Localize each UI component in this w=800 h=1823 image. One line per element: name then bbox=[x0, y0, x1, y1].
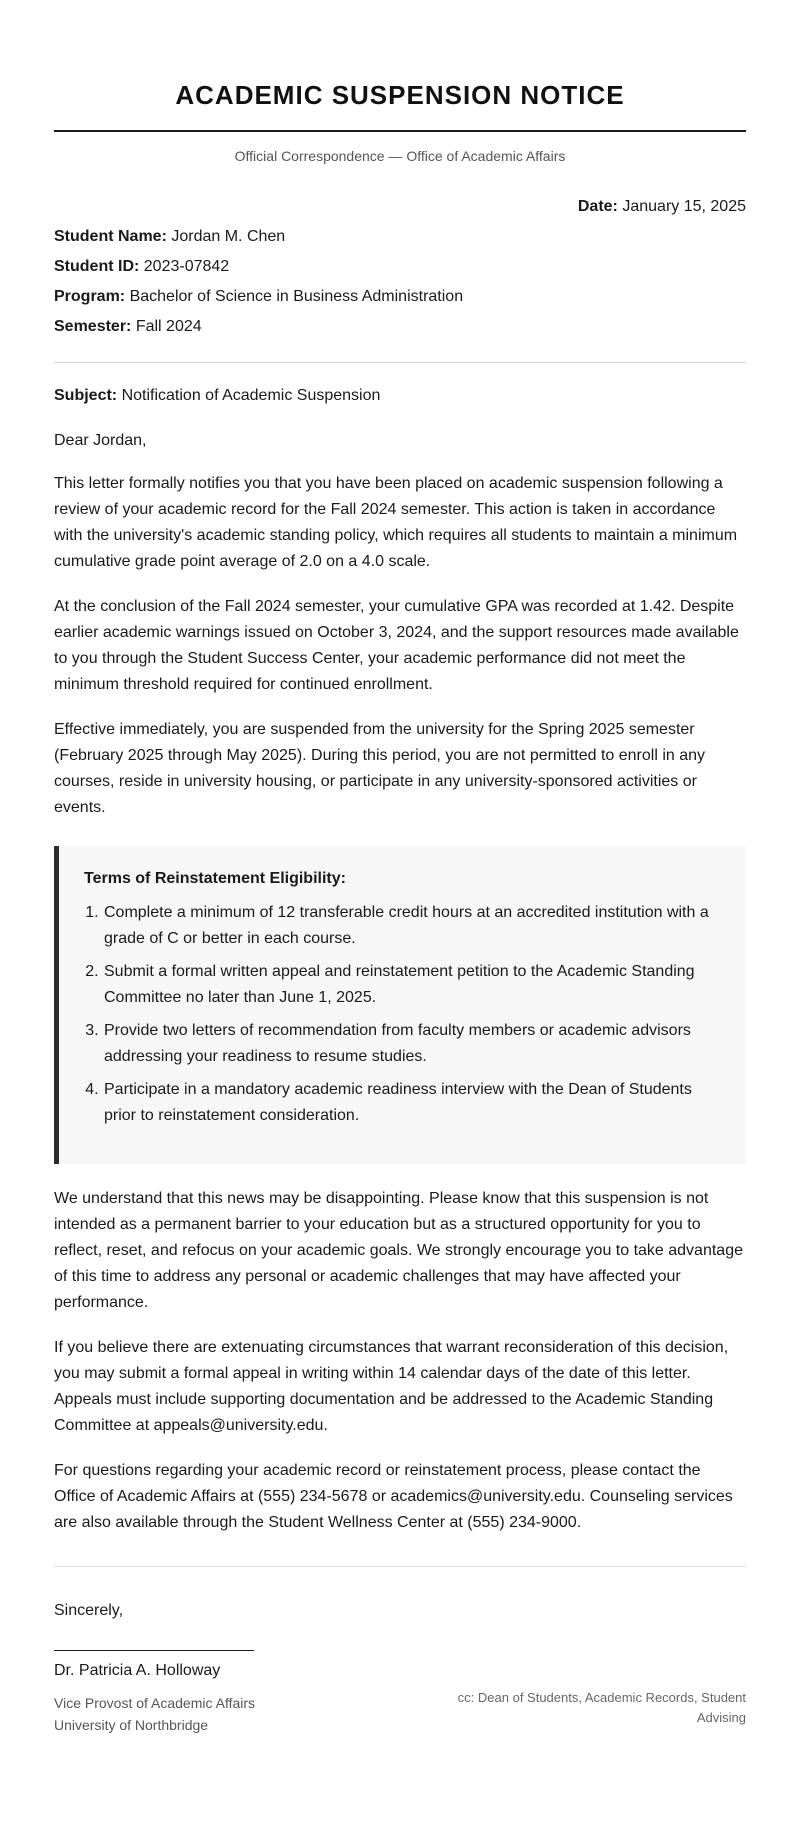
signatory-title: Vice Provost of Academic Affairs bbox=[54, 1695, 256, 1711]
body-paragraph: We understand that this news may be disappointing. Please know that this suspension is not intended as a permanent barrier to your education but as a structured opportunity for you to reflect, reset, and refocus on your academic goals. We strongly encourage you to take advantage of this time to address any personal or academic challenges that may have affected your performance. bbox=[54, 1190, 743, 1311]
cc-list: cc: Dean of Students, Academic Records, Student Advising bbox=[457, 1690, 746, 1725]
terms-heading: Terms of Reinstatement Eligibility: bbox=[84, 870, 346, 887]
reinstatement-terms-box bbox=[54, 846, 746, 1164]
body-paragraph: For questions regarding your academic record or reinstatement process, please contact the Office of Academic Affairs at (555) 234-5678 or academics@university.edu. Counseling services are also available through the Student Wellness Center at (555) 234-9000. bbox=[54, 1462, 733, 1531]
field-value: Jordan M. Chen bbox=[171, 228, 286, 245]
signatory-institution: University of Northbridge bbox=[54, 1717, 209, 1733]
field-label: Student Name: bbox=[54, 228, 167, 245]
field-label: Program: bbox=[54, 288, 126, 305]
signature-block bbox=[54, 1650, 746, 1760]
semester-field bbox=[54, 316, 746, 338]
terms-list-item: 1. Complete a minimum of 12 transferable credit hours at an accredited institution with a grade of C or better in each course. bbox=[103, 900, 710, 952]
field-value: Fall 2024 bbox=[135, 318, 202, 335]
signatory-title-block bbox=[54, 1692, 255, 1736]
field-label: Semester: bbox=[54, 318, 132, 335]
document-subtitle: Official Correspondence — Office of Academic Affairs bbox=[234, 148, 566, 164]
body-paragraph: At the conclusion of the Fall 2024 semester, your cumulative GPA was recorded at 1.42. Despite earlier academic warnings issued on October 3, 2024, and the support resources made available to you through the Student Success Center, your academic performance did not meet the minimum threshold required for continued enrollment. bbox=[54, 598, 739, 693]
terms-list-item: 2. Submit a formal written appeal and reinstatement petition to the Academic Standing Committee no later than June 1, 2025. bbox=[103, 959, 710, 1011]
field-value: 2023-07842 bbox=[143, 258, 230, 275]
closing-divider bbox=[54, 1566, 746, 1567]
signature-line bbox=[54, 1650, 254, 1651]
student-id-field bbox=[54, 256, 746, 278]
subject-value: Notification of Academic Suspension bbox=[121, 387, 381, 404]
date-value: January 15, 2025 bbox=[622, 198, 746, 215]
field-label: Student ID: bbox=[54, 258, 140, 275]
header-divider bbox=[54, 362, 746, 363]
program-field bbox=[54, 286, 746, 308]
terms-list bbox=[84, 900, 710, 1129]
subject-line bbox=[54, 385, 746, 407]
field-value: Bachelor of Science in Business Administration bbox=[129, 288, 464, 305]
document-title: ACADEMIC SUSPENSION NOTICE bbox=[175, 80, 625, 110]
title-divider bbox=[54, 130, 746, 132]
sign-off: Sincerely, bbox=[54, 1602, 124, 1619]
body-paragraph: Effective immediately, you are suspended from the university for the Spring 2025 semester (February 2025 through May 2025). During this period, you are not permitted to enroll in any courses, reside in university housing, or participate in any university-sponsored activities or events. bbox=[54, 721, 706, 816]
terms-list-item: 3. Provide two letters of recommendation from faculty members or academic advisors addressing your readiness to resume studies. bbox=[103, 1018, 710, 1070]
subject-label: Subject: bbox=[54, 387, 118, 404]
body-paragraph: If you believe there are extenuating circumstances that warrant reconsideration of this decision, you may submit a formal appeal in writing within 14 calendar days of the date of this letter. Appeals must include supporting documentation and be addressed to the Academic Standing Committee at appeals@university.edu. bbox=[54, 1339, 729, 1434]
date-label: Date: bbox=[577, 198, 618, 215]
terms-list-item: 4. Participate in a mandatory academic readiness interview with the Dean of Students prior to reinstatement consideration. bbox=[103, 1077, 710, 1129]
student-name-field bbox=[54, 226, 746, 248]
salutation: Dear Jordan, bbox=[54, 432, 147, 449]
body-paragraph: This letter formally notifies you that you have been placed on academic suspension following a review of your academic record for the Fall 2024 semester. This action is taken in accordance with the university's academic standing policy, which requires all students to maintain a minimum cumulative grade point average of 2.0 on a 4.0 scale. bbox=[54, 475, 738, 570]
letter-date bbox=[54, 196, 746, 218]
signatory-name: Dr. Patricia A. Holloway bbox=[54, 1662, 221, 1679]
